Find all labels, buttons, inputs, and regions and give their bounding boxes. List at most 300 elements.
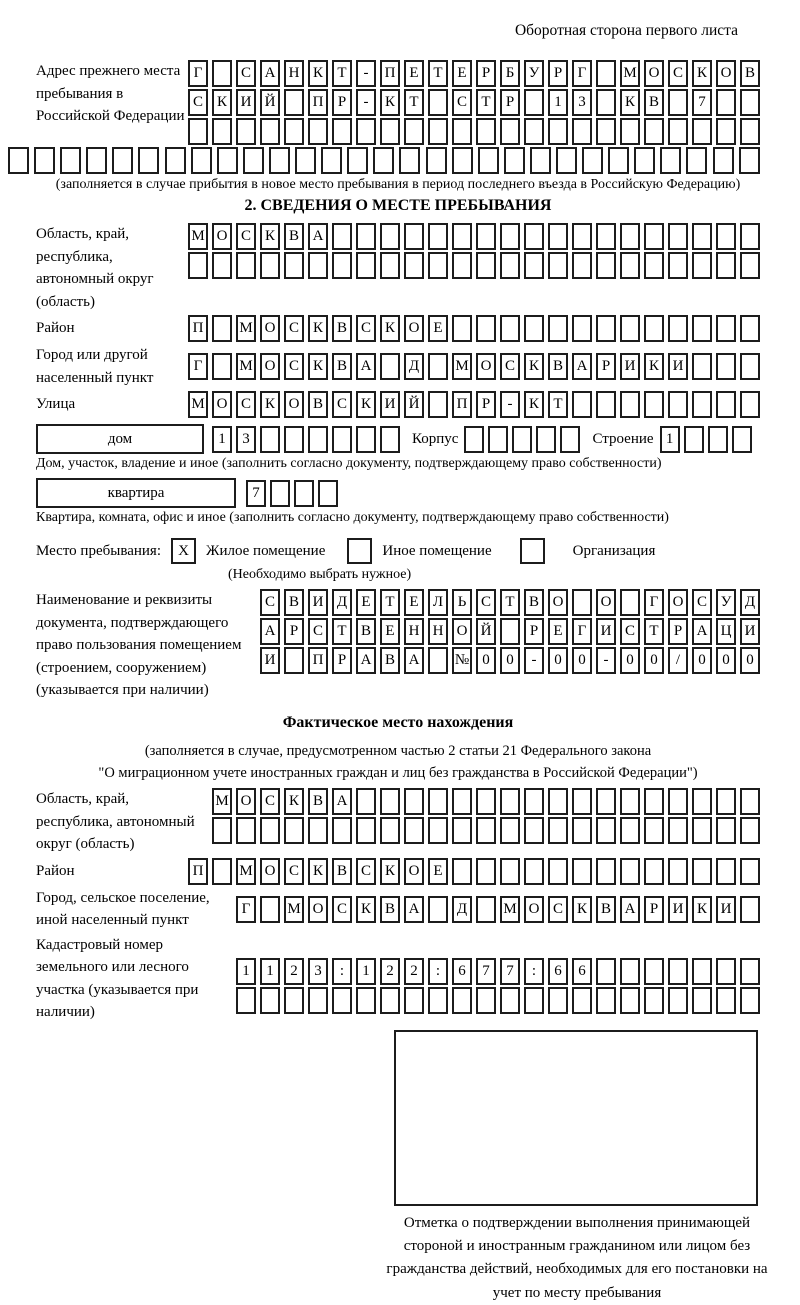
char-cell[interactable] — [260, 896, 280, 923]
char-cell[interactable]: Р — [548, 60, 568, 87]
char-cell[interactable] — [536, 426, 556, 453]
char-cell[interactable] — [572, 589, 592, 616]
char-cell[interactable] — [530, 147, 551, 174]
char-cell[interactable] — [716, 788, 736, 815]
char-cell[interactable]: 3 — [572, 89, 592, 116]
region-row-1[interactable] — [188, 223, 760, 250]
char-cell[interactable]: С — [308, 618, 328, 645]
fact-city-row[interactable] — [236, 896, 760, 923]
char-cell[interactable]: У — [716, 589, 736, 616]
char-cell[interactable] — [608, 147, 629, 174]
char-cell[interactable] — [404, 118, 424, 145]
char-cell[interactable]: М — [452, 353, 472, 380]
char-cell[interactable] — [260, 252, 280, 279]
char-cell[interactable]: А — [692, 618, 712, 645]
char-cell[interactable] — [596, 858, 616, 885]
char-cell[interactable]: Т — [548, 391, 568, 418]
char-cell[interactable] — [212, 60, 232, 87]
char-cell[interactable] — [692, 315, 712, 342]
char-cell[interactable]: М — [188, 391, 208, 418]
char-cell[interactable] — [740, 315, 760, 342]
char-cell[interactable]: Л — [428, 589, 448, 616]
char-cell[interactable]: К — [380, 89, 400, 116]
char-cell[interactable] — [500, 252, 520, 279]
char-cell[interactable] — [500, 817, 520, 844]
char-cell[interactable]: В — [380, 896, 400, 923]
char-cell[interactable]: И — [380, 391, 400, 418]
char-cell[interactable] — [452, 118, 472, 145]
char-cell[interactable] — [644, 987, 664, 1014]
char-cell[interactable]: С — [260, 589, 280, 616]
char-cell[interactable]: О — [212, 223, 232, 250]
document-row-2[interactable] — [260, 618, 760, 645]
char-cell[interactable] — [476, 788, 496, 815]
char-cell[interactable]: О — [644, 60, 664, 87]
char-cell[interactable]: Е — [404, 60, 424, 87]
char-cell[interactable] — [740, 391, 760, 418]
char-cell[interactable]: Г — [236, 896, 256, 923]
char-cell[interactable]: Г — [188, 60, 208, 87]
char-cell[interactable]: Р — [524, 618, 544, 645]
char-cell[interactable]: Р — [332, 647, 352, 674]
char-cell[interactable]: И — [308, 589, 328, 616]
char-cell[interactable] — [692, 987, 712, 1014]
char-cell[interactable] — [686, 147, 707, 174]
char-cell[interactable] — [428, 647, 448, 674]
char-cell[interactable]: О — [716, 60, 736, 87]
char-cell[interactable]: 3 — [236, 426, 256, 453]
char-cell[interactable] — [512, 426, 532, 453]
house-number-cells[interactable] — [212, 426, 400, 453]
char-cell[interactable] — [582, 147, 603, 174]
char-cell[interactable]: Ц — [716, 618, 736, 645]
char-cell[interactable] — [692, 788, 712, 815]
char-cell[interactable]: 3 — [308, 958, 328, 985]
char-cell[interactable] — [740, 858, 760, 885]
char-cell[interactable] — [380, 426, 400, 453]
char-cell[interactable]: С — [236, 60, 256, 87]
char-cell[interactable] — [308, 817, 328, 844]
char-cell[interactable] — [548, 315, 568, 342]
char-cell[interactable]: Р — [476, 60, 496, 87]
char-cell[interactable] — [476, 817, 496, 844]
char-cell[interactable]: - — [596, 647, 616, 674]
char-cell[interactable] — [713, 147, 734, 174]
char-cell[interactable] — [347, 147, 368, 174]
char-cell[interactable] — [428, 391, 448, 418]
char-cell[interactable]: 0 — [692, 647, 712, 674]
char-cell[interactable] — [668, 118, 688, 145]
char-cell[interactable]: 2 — [380, 958, 400, 985]
char-cell[interactable] — [740, 89, 760, 116]
char-cell[interactable] — [236, 118, 256, 145]
char-cell[interactable] — [321, 147, 342, 174]
char-cell[interactable] — [476, 118, 496, 145]
char-cell[interactable]: С — [284, 315, 304, 342]
char-cell[interactable]: К — [692, 896, 712, 923]
char-cell[interactable] — [356, 987, 376, 1014]
char-cell[interactable]: Ь — [452, 589, 472, 616]
char-cell[interactable]: Д — [404, 353, 424, 380]
district-row[interactable] — [188, 315, 760, 342]
char-cell[interactable] — [500, 118, 520, 145]
char-cell[interactable]: В — [308, 391, 328, 418]
char-cell[interactable]: 1 — [356, 958, 376, 985]
char-cell[interactable] — [269, 147, 290, 174]
char-cell[interactable]: К — [308, 60, 328, 87]
char-cell[interactable]: М — [236, 353, 256, 380]
char-cell[interactable]: К — [524, 391, 544, 418]
char-cell[interactable]: О — [308, 896, 328, 923]
char-cell[interactable] — [548, 987, 568, 1014]
char-cell[interactable] — [716, 987, 736, 1014]
char-cell[interactable] — [620, 987, 640, 1014]
char-cell[interactable] — [236, 987, 256, 1014]
char-cell[interactable] — [295, 147, 316, 174]
char-cell[interactable]: К — [356, 391, 376, 418]
char-cell[interactable]: Н — [428, 618, 448, 645]
char-cell[interactable] — [236, 817, 256, 844]
char-cell[interactable] — [260, 118, 280, 145]
char-cell[interactable]: 0 — [548, 647, 568, 674]
char-cell[interactable] — [524, 315, 544, 342]
char-cell[interactable]: А — [356, 353, 376, 380]
char-cell[interactable] — [634, 147, 655, 174]
char-cell[interactable] — [428, 118, 448, 145]
char-cell[interactable]: Г — [572, 618, 592, 645]
char-cell[interactable] — [644, 223, 664, 250]
char-cell[interactable] — [308, 987, 328, 1014]
char-cell[interactable] — [260, 426, 280, 453]
char-cell[interactable]: С — [452, 89, 472, 116]
char-cell[interactable] — [572, 118, 592, 145]
char-cell[interactable] — [428, 353, 448, 380]
char-cell[interactable]: 1 — [260, 958, 280, 985]
document-row-3[interactable] — [260, 647, 760, 674]
char-cell[interactable]: П — [188, 315, 208, 342]
char-cell[interactable]: И — [740, 618, 760, 645]
char-cell[interactable]: Б — [500, 60, 520, 87]
char-cell[interactable] — [308, 252, 328, 279]
char-cell[interactable] — [740, 896, 760, 923]
char-cell[interactable] — [284, 987, 304, 1014]
char-cell[interactable] — [452, 252, 472, 279]
char-cell[interactable]: / — [668, 647, 688, 674]
char-cell[interactable]: Р — [284, 618, 304, 645]
char-cell[interactable]: А — [404, 647, 424, 674]
char-cell[interactable]: А — [260, 618, 280, 645]
char-cell[interactable] — [668, 958, 688, 985]
char-cell[interactable] — [86, 147, 107, 174]
char-cell[interactable] — [332, 817, 352, 844]
char-cell[interactable] — [380, 817, 400, 844]
char-cell[interactable] — [500, 315, 520, 342]
char-cell[interactable] — [524, 223, 544, 250]
char-cell[interactable]: В — [284, 223, 304, 250]
char-cell[interactable] — [740, 353, 760, 380]
char-cell[interactable] — [668, 89, 688, 116]
char-cell[interactable] — [236, 252, 256, 279]
char-cell[interactable] — [356, 788, 376, 815]
char-cell[interactable] — [668, 315, 688, 342]
char-cell[interactable]: О — [668, 589, 688, 616]
char-cell[interactable] — [596, 223, 616, 250]
char-cell[interactable]: С — [620, 618, 640, 645]
char-cell[interactable] — [308, 118, 328, 145]
char-cell[interactable] — [428, 223, 448, 250]
char-cell[interactable]: Е — [548, 618, 568, 645]
char-cell[interactable] — [660, 147, 681, 174]
char-cell[interactable] — [620, 252, 640, 279]
char-cell[interactable]: Й — [476, 618, 496, 645]
char-cell[interactable]: 7 — [246, 480, 266, 507]
char-cell[interactable]: Т — [380, 589, 400, 616]
char-cell[interactable] — [188, 252, 208, 279]
char-cell[interactable] — [572, 391, 592, 418]
char-cell[interactable]: К — [260, 223, 280, 250]
char-cell[interactable]: А — [260, 60, 280, 87]
char-cell[interactable]: Т — [644, 618, 664, 645]
char-cell[interactable]: 0 — [500, 647, 520, 674]
char-cell[interactable] — [373, 147, 394, 174]
char-cell[interactable] — [692, 252, 712, 279]
char-cell[interactable] — [380, 788, 400, 815]
char-cell[interactable]: И — [260, 647, 280, 674]
char-cell[interactable]: Т — [404, 89, 424, 116]
char-cell[interactable] — [476, 987, 496, 1014]
document-row-1[interactable] — [260, 589, 760, 616]
char-cell[interactable]: 2 — [404, 958, 424, 985]
char-cell[interactable] — [260, 817, 280, 844]
char-cell[interactable] — [548, 223, 568, 250]
char-cell[interactable] — [524, 118, 544, 145]
char-cell[interactable] — [138, 147, 159, 174]
char-cell[interactable]: С — [548, 896, 568, 923]
char-cell[interactable]: Е — [428, 315, 448, 342]
char-cell[interactable] — [596, 788, 616, 815]
char-cell[interactable] — [572, 858, 592, 885]
char-cell[interactable]: К — [284, 788, 304, 815]
char-cell[interactable]: О — [260, 353, 280, 380]
char-cell[interactable] — [284, 118, 304, 145]
char-cell[interactable] — [188, 118, 208, 145]
char-cell[interactable] — [668, 987, 688, 1014]
char-cell[interactable]: Й — [260, 89, 280, 116]
char-cell[interactable]: 1 — [236, 958, 256, 985]
char-cell[interactable] — [668, 223, 688, 250]
char-cell[interactable]: К — [572, 896, 592, 923]
char-cell[interactable]: В — [524, 589, 544, 616]
char-cell[interactable] — [524, 252, 544, 279]
char-cell[interactable] — [356, 118, 376, 145]
char-cell[interactable]: К — [308, 353, 328, 380]
char-cell[interactable]: О — [260, 315, 280, 342]
char-cell[interactable] — [644, 788, 664, 815]
char-cell[interactable] — [572, 223, 592, 250]
char-cell[interactable] — [740, 252, 760, 279]
char-cell[interactable] — [452, 858, 472, 885]
char-cell[interactable] — [294, 480, 314, 507]
char-cell[interactable]: М — [236, 315, 256, 342]
char-cell[interactable]: Е — [356, 589, 376, 616]
char-cell[interactable]: 2 — [284, 958, 304, 985]
char-cell[interactable] — [596, 958, 616, 985]
char-cell[interactable]: 7 — [692, 89, 712, 116]
char-cell[interactable] — [243, 147, 264, 174]
char-cell[interactable] — [692, 858, 712, 885]
char-cell[interactable]: О — [596, 589, 616, 616]
char-cell[interactable]: Д — [740, 589, 760, 616]
char-cell[interactable]: Г — [644, 589, 664, 616]
fact-district-row[interactable] — [188, 858, 760, 885]
char-cell[interactable] — [380, 223, 400, 250]
char-cell[interactable]: Г — [572, 60, 592, 87]
char-cell[interactable]: - — [356, 60, 376, 87]
char-cell[interactable]: Т — [332, 60, 352, 87]
char-cell[interactable]: У — [524, 60, 544, 87]
char-cell[interactable] — [692, 958, 712, 985]
char-cell[interactable]: В — [332, 315, 352, 342]
char-cell[interactable] — [504, 147, 525, 174]
char-cell[interactable]: С — [476, 589, 496, 616]
city-row[interactable] — [188, 353, 760, 380]
char-cell[interactable]: К — [308, 315, 328, 342]
char-cell[interactable] — [270, 480, 290, 507]
char-cell[interactable] — [356, 223, 376, 250]
char-cell[interactable] — [548, 118, 568, 145]
char-cell[interactable]: Р — [332, 89, 352, 116]
char-cell[interactable]: 1 — [212, 426, 232, 453]
char-cell[interactable]: К — [644, 353, 664, 380]
char-cell[interactable]: Н — [284, 60, 304, 87]
char-cell[interactable] — [644, 958, 664, 985]
char-cell[interactable]: 0 — [644, 647, 664, 674]
char-cell[interactable]: Г — [188, 353, 208, 380]
char-cell[interactable]: В — [284, 589, 304, 616]
char-cell[interactable]: В — [548, 353, 568, 380]
char-cell[interactable]: О — [452, 618, 472, 645]
char-cell[interactable]: К — [308, 858, 328, 885]
char-cell[interactable]: К — [524, 353, 544, 380]
char-cell[interactable]: К — [692, 60, 712, 87]
char-cell[interactable] — [404, 252, 424, 279]
char-cell[interactable] — [644, 858, 664, 885]
char-cell[interactable]: 7 — [500, 958, 520, 985]
char-cell[interactable]: В — [356, 618, 376, 645]
char-cell[interactable]: Т — [476, 89, 496, 116]
char-cell[interactable] — [476, 858, 496, 885]
char-cell[interactable] — [404, 817, 424, 844]
char-cell[interactable]: - — [500, 391, 520, 418]
char-cell[interactable]: П — [452, 391, 472, 418]
char-cell[interactable] — [740, 958, 760, 985]
char-cell[interactable]: А — [620, 896, 640, 923]
char-cell[interactable] — [284, 647, 304, 674]
char-cell[interactable] — [620, 817, 640, 844]
char-cell[interactable]: С — [668, 60, 688, 87]
char-cell[interactable] — [112, 147, 133, 174]
char-cell[interactable] — [356, 252, 376, 279]
char-cell[interactable] — [716, 118, 736, 145]
char-cell[interactable]: : — [332, 958, 352, 985]
char-cell[interactable] — [356, 817, 376, 844]
char-cell[interactable] — [452, 987, 472, 1014]
char-cell[interactable] — [478, 147, 499, 174]
char-cell[interactable]: И — [620, 353, 640, 380]
char-cell[interactable]: М — [500, 896, 520, 923]
char-cell[interactable]: 0 — [476, 647, 496, 674]
char-cell[interactable] — [404, 987, 424, 1014]
char-cell[interactable] — [380, 353, 400, 380]
street-row[interactable] — [188, 391, 760, 418]
char-cell[interactable]: С — [188, 89, 208, 116]
char-cell[interactable]: К — [356, 896, 376, 923]
char-cell[interactable]: С — [692, 589, 712, 616]
char-cell[interactable]: В — [332, 353, 352, 380]
char-cell[interactable]: П — [188, 858, 208, 885]
char-cell[interactable] — [740, 987, 760, 1014]
char-cell[interactable]: П — [380, 60, 400, 87]
checkbox-other-premises[interactable] — [347, 538, 372, 564]
char-cell[interactable] — [620, 118, 640, 145]
char-cell[interactable]: М — [236, 858, 256, 885]
char-cell[interactable]: Т — [332, 618, 352, 645]
char-cell[interactable] — [684, 426, 704, 453]
char-cell[interactable]: Д — [452, 896, 472, 923]
char-cell[interactable] — [524, 987, 544, 1014]
char-cell[interactable] — [34, 147, 55, 174]
char-cell[interactable] — [620, 223, 640, 250]
char-cell[interactable] — [524, 788, 544, 815]
char-cell[interactable]: О — [524, 896, 544, 923]
char-cell[interactable] — [332, 987, 352, 1014]
char-cell[interactable] — [452, 147, 473, 174]
checkbox-residential[interactable]: X — [171, 538, 196, 564]
char-cell[interactable]: - — [524, 647, 544, 674]
char-cell[interactable] — [380, 987, 400, 1014]
char-cell[interactable] — [596, 391, 616, 418]
char-cell[interactable] — [692, 118, 712, 145]
char-cell[interactable] — [212, 353, 232, 380]
char-cell[interactable] — [572, 315, 592, 342]
char-cell[interactable] — [500, 788, 520, 815]
char-cell[interactable] — [332, 426, 352, 453]
char-cell[interactable] — [596, 118, 616, 145]
char-cell[interactable]: 7 — [476, 958, 496, 985]
char-cell[interactable] — [668, 391, 688, 418]
char-cell[interactable] — [668, 252, 688, 279]
char-cell[interactable] — [620, 391, 640, 418]
char-cell[interactable]: Н — [404, 618, 424, 645]
char-cell[interactable] — [165, 147, 186, 174]
char-cell[interactable]: Д — [332, 589, 352, 616]
char-cell[interactable] — [404, 788, 424, 815]
char-cell[interactable]: Р — [500, 89, 520, 116]
char-cell[interactable] — [428, 896, 448, 923]
char-cell[interactable]: С — [356, 858, 376, 885]
char-cell[interactable] — [428, 252, 448, 279]
char-cell[interactable]: 0 — [740, 647, 760, 674]
char-cell[interactable] — [716, 353, 736, 380]
char-cell[interactable]: А — [332, 788, 352, 815]
char-cell[interactable]: 0 — [716, 647, 736, 674]
char-cell[interactable]: Е — [452, 60, 472, 87]
char-cell[interactable]: 6 — [548, 958, 568, 985]
char-cell[interactable] — [692, 353, 712, 380]
char-cell[interactable]: О — [404, 315, 424, 342]
char-cell[interactable]: О — [548, 589, 568, 616]
char-cell[interactable] — [644, 118, 664, 145]
